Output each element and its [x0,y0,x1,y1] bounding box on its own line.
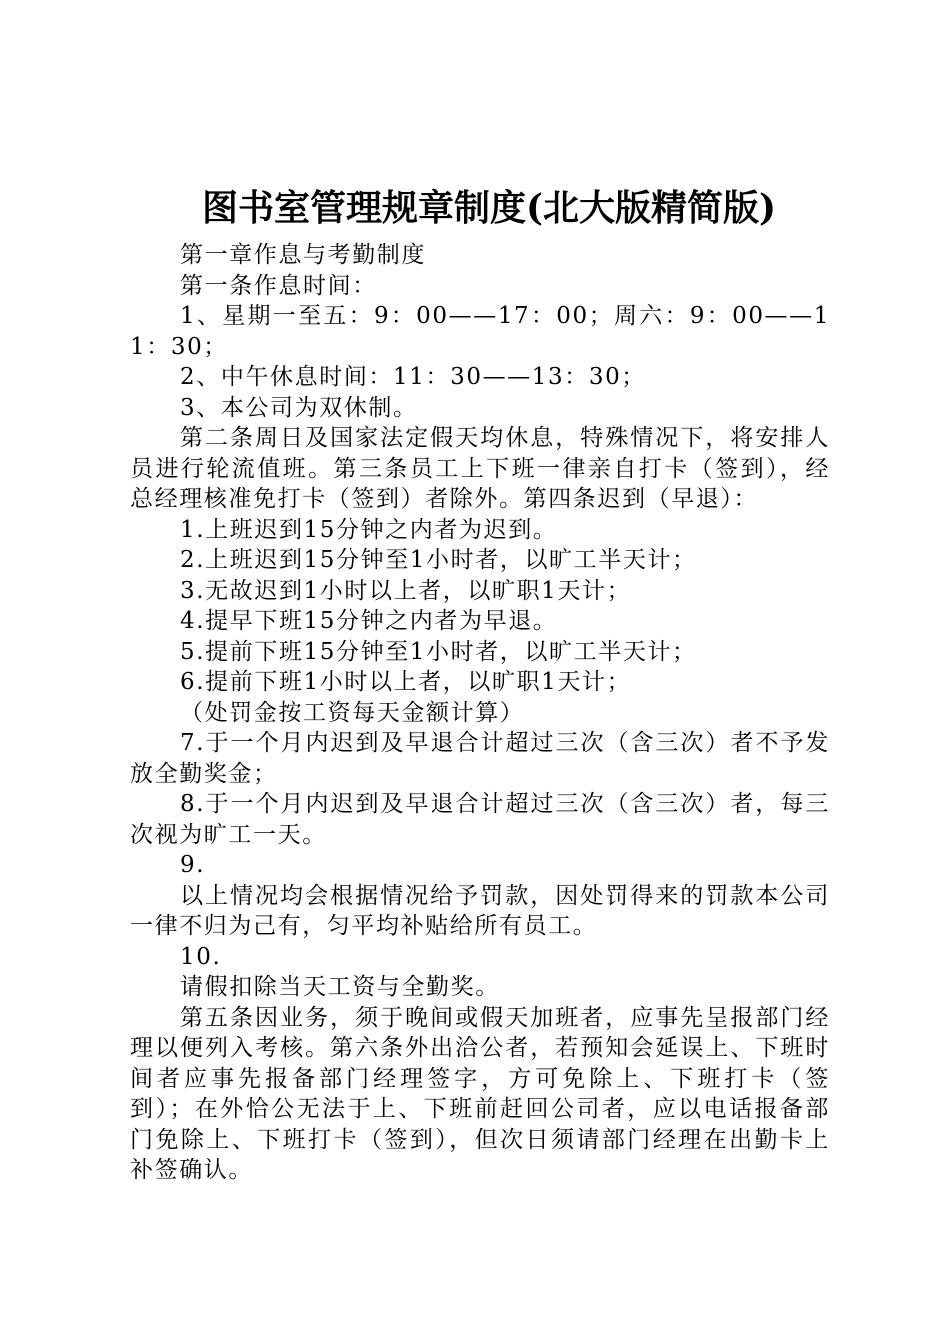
articles-5-6-paragraph: 第五条因业务，须于晚间或假天加班者，应事先呈报部门经理以便列入考核。第六条外出洽公者，若预知会延误上、下班时间者应事先报备部门经理签字，方可免除上、下班打卡（签到）；在外恰公无法于上、下班前赶回公司者，应以电话报备部门免除上、下班打卡（签到），但次日须请部门经理在出勤卡上补签确认。 [130,1004,830,1183]
article-1-item-3: 3、本公司为双休制。 [180,394,418,421]
article-1-item-1: 1、星期一至五：9：00——17：00；周六：9：00——11：30； [130,303,830,360]
articles-2-4-paragraph: 第二条周日及国家法定假天均休息，特殊情况下，将安排人员进行轮流值班。第三条员工上下班一律亲自打卡（签到），经总经理核准免打卡（签到）者除外。第四条迟到（早退）： [130,425,830,512]
rule-item-9-text: 以上情况均会根据情况给予罚款，因处罚得来的罚款本公司一律不归为己有，匀平均补贴给所有员工。 [130,882,830,939]
rule-item-1: 1.上班迟到15分钟之内者为迟到。 [180,516,558,543]
rule-item-8: 8.于一个月内迟到及早退合计超过三次（含三次）者，每三次视为旷工一天。 [130,791,830,848]
rule-item-7: 7.于一个月内迟到及早退合计超过三次（含三次）者不予发放全勤奖金； [130,730,830,787]
chapter-heading: 第一章作息与考勤制度 [180,242,426,268]
rule-item-10-text: 请假扣除当天工资与全勤奖。 [180,974,500,1000]
rule-item-2: 2.上班迟到15分钟至1小时者，以旷工半天计； [180,547,697,573]
rule-item-10-number: 10. [180,943,222,970]
article-1-heading: 第一条作息时间： [180,272,377,299]
document-title: 图书室管理规章制度(北大版精简版) [201,187,777,229]
rule-item-3: 3.无故迟到1小时以上者，以旷职1天计； [180,577,632,604]
rule-item-6: 6.提前下班1小时以上者，以旷职1天计； [180,669,632,695]
rule-item-5: 5.提前下班15分钟至1小时者，以旷工半天计； [180,638,697,665]
rule-item-9-number: 9. [180,852,206,878]
article-1-item-2: 2、中午休息时间：11：30——13：30； [180,364,646,390]
penalty-note: （处罚金按工资每天金额计算） [180,699,525,726]
document-page [130,182,830,1186]
rule-item-4: 4.提早下班15分钟之内者为早退。 [180,608,558,634]
